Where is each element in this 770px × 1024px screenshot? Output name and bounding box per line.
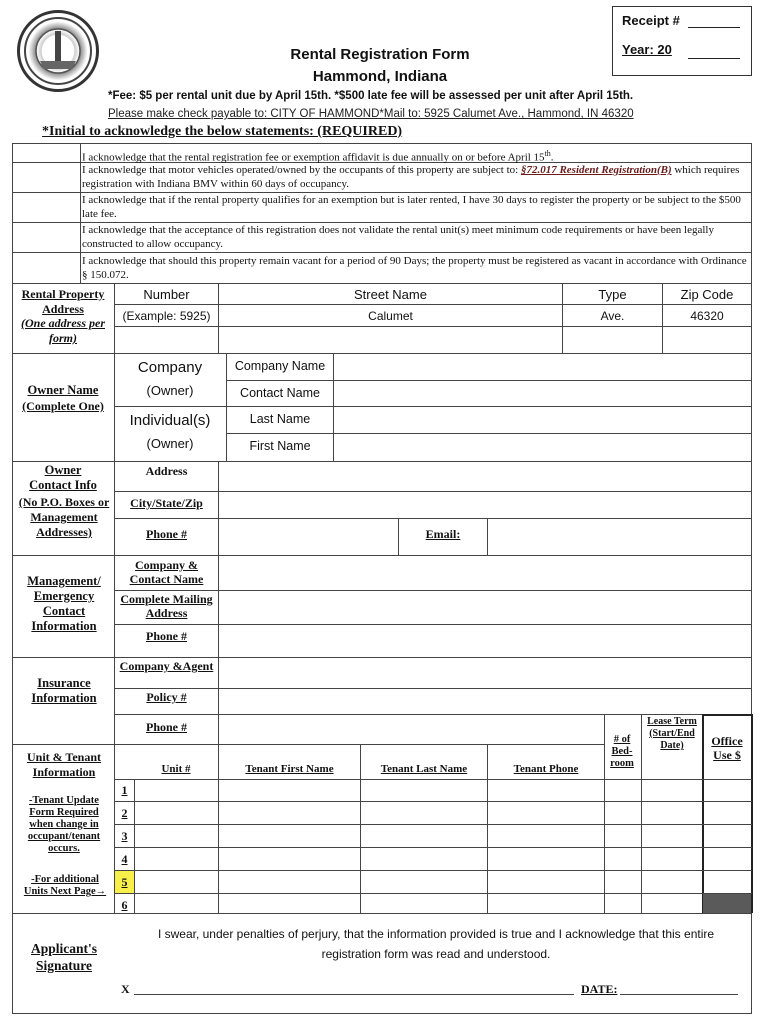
- ack-statement-5: I acknowledge that should this property remain vacant for a period of 90 Days; the property must be registered as vacant in accordance with Ordinance § 150.072.: [82, 255, 747, 281]
- address-label: Address: [145, 464, 188, 478]
- example-street: Calumet: [368, 309, 413, 323]
- property-note: (One address per form): [21, 316, 105, 345]
- grid-line: [702, 714, 704, 913]
- address-input[interactable]: [219, 462, 750, 490]
- street-header: Street Name: [354, 287, 427, 302]
- company-owner-label: (Owner): [146, 383, 194, 398]
- form-subtitle: Hammond, Indiana: [312, 68, 448, 85]
- grid-line: [12, 143, 752, 144]
- owner-contact-label: Owner Contact Info: [29, 463, 97, 492]
- insurance-company-input[interactable]: [219, 658, 750, 687]
- owner-sublabel: (Complete One): [22, 399, 104, 413]
- ack-statement-2: I acknowledge that motor vehicles operated/owned by the occupants of this property are subject to: §72.017 Resident Registration(B) which requires registration with Indiana BMV within 60 days of occupancy.: [82, 164, 740, 190]
- mail-line: Please make check payable to: CITY OF HAMMOND*Mail to: 5925 Calumet Ave., Hammond, IN 46320: [108, 108, 634, 120]
- email-label: Email:: [425, 527, 461, 541]
- unit-row-6[interactable]: [135, 894, 701, 912]
- mailing-address-input[interactable]: [219, 591, 750, 623]
- example-zip: 46320: [690, 309, 724, 323]
- city-state-zip-label: City/State/Zip: [130, 496, 203, 510]
- unit-row-number: 6: [121, 898, 128, 912]
- oath-text: I swear, under penalties of perjury, that the information provided is true and I acknowledge that this entire registration form was read and understood.: [157, 927, 715, 961]
- unit-row-3[interactable]: [135, 825, 701, 846]
- ack-statement-1: I acknowledge that the rental registration fee or exemption affidavit is due annually on or before April 15th.: [82, 149, 554, 164]
- tenant-last-header: Tenant Last Name: [380, 763, 468, 775]
- initial-box-3[interactable]: [13, 193, 79, 221]
- unit-row-4[interactable]: [135, 848, 701, 869]
- email-input[interactable]: [488, 519, 750, 554]
- insurance-phone-label: Phone #: [145, 720, 187, 734]
- policy-label: Policy #: [146, 690, 187, 704]
- unit-row-5[interactable]: [135, 871, 701, 892]
- number-header: Number: [143, 287, 190, 302]
- ack-statement-4: I acknowledge that the acceptance of this registration does not validate the rental unit(s) meet minimum code requirements or have been legally constructed to allow occupancy.: [82, 224, 714, 250]
- street-input[interactable]: [219, 327, 561, 352]
- receipt-label: Receipt #: [622, 13, 680, 28]
- receipt-input[interactable]: [688, 27, 740, 28]
- last-name-input[interactable]: [334, 407, 750, 432]
- unit-row-number: 2: [121, 806, 128, 820]
- individual-owner-label: (Owner): [146, 436, 194, 451]
- signature-x: X: [121, 982, 130, 996]
- unit-row-number: 4: [121, 852, 128, 866]
- contact-name-input[interactable]: [334, 381, 750, 405]
- last-name-label: Last Name: [249, 412, 311, 426]
- lease-term-header: Lease Term (Start/End Date): [647, 716, 697, 751]
- grid-line: [751, 714, 753, 913]
- type-header: Type: [598, 287, 627, 302]
- policy-input[interactable]: [219, 689, 750, 713]
- owner-label: Owner Name: [27, 383, 99, 397]
- unit-row-1[interactable]: [135, 780, 701, 800]
- grid-line: [12, 744, 604, 745]
- individual-label: Individual(s): [129, 412, 211, 429]
- form-title: Rental Registration Form: [290, 46, 470, 63]
- grid-line: [12, 283, 752, 284]
- example-number: (Example: 5925): [122, 309, 211, 323]
- units-label: Unit & Tenant Information: [26, 750, 102, 779]
- mailing-address-label: Complete Mailing Address: [120, 592, 213, 620]
- unit-row-2[interactable]: [135, 802, 701, 823]
- bedrooms-header: # of Bed-room: [610, 734, 634, 769]
- city-seal: [17, 10, 99, 92]
- management-company-input[interactable]: [219, 556, 750, 589]
- ack-statement-3: I acknowledge that if the rental property qualifies for an exemption but is later rented, I have 30 days to register the property or be subject to the $500 late fee.: [82, 194, 741, 220]
- unit-row-number: 5: [121, 875, 128, 889]
- date-input[interactable]: [620, 974, 738, 995]
- initial-box-4[interactable]: [13, 223, 79, 251]
- company-name-label: Company Name: [234, 359, 326, 373]
- insurance-company-label: Company &Agent: [119, 659, 214, 673]
- example-type: Ave.: [600, 309, 625, 323]
- units-note-additional: -For additional Units Next Page→: [23, 874, 107, 897]
- office-use-header: Office Use $: [711, 734, 743, 762]
- date-label: DATE:: [581, 982, 618, 996]
- city-state-zip-input[interactable]: [219, 492, 750, 517]
- management-company-label: Company & Contact Name: [129, 558, 204, 586]
- company-name-input[interactable]: [334, 354, 750, 379]
- owner-contact-note: (No P.O. Boxes or Management Addresses): [18, 495, 110, 539]
- initial-box-2[interactable]: [13, 163, 79, 191]
- grid-line: [12, 913, 752, 914]
- grid-line: [114, 304, 752, 305]
- type-input[interactable]: [563, 327, 661, 352]
- initial-box-5[interactable]: [13, 253, 79, 282]
- unit-row-number: 1: [121, 783, 128, 797]
- office-use-shaded: [703, 894, 751, 913]
- fee-line: *Fee: $5 per rental unit due by April 15th. *$500 late fee will be assessed per unit after April 15th.: [108, 90, 634, 102]
- company-label: Company: [137, 359, 203, 376]
- initial-instruction: *Initial to acknowledge the below statements: (REQUIRED): [42, 124, 403, 139]
- year-input[interactable]: [688, 58, 740, 59]
- units-note-update: -Tenant Update Form Required when change in occupant/tenant occurs.: [27, 795, 101, 854]
- insurance-phone-input[interactable]: [219, 715, 603, 743]
- tenant-phone-header: Tenant Phone: [513, 763, 579, 775]
- zip-header: Zip Code: [680, 287, 734, 302]
- zip-input[interactable]: [663, 327, 750, 352]
- grid-line: [12, 252, 752, 253]
- management-phone-label: Phone #: [145, 629, 187, 643]
- signature-input[interactable]: [134, 974, 574, 995]
- first-name-input[interactable]: [334, 434, 750, 460]
- contact-name-label: Contact Name: [240, 386, 320, 400]
- signature-label: Applicant's Signature: [30, 941, 98, 973]
- initial-box-1[interactable]: [13, 144, 79, 161]
- owner-phone-label: Phone #: [145, 527, 187, 541]
- year-label: Year: 20: [622, 42, 672, 57]
- grid-line: [12, 1013, 752, 1014]
- owner-phone-input[interactable]: [219, 519, 397, 554]
- property-label: Rental Property Address: [21, 287, 105, 316]
- first-name-label: First Name: [249, 439, 311, 453]
- unit-row-number: 3: [121, 829, 128, 843]
- number-input[interactable]: [115, 327, 217, 352]
- management-label: Management/ Emergency Contact Information: [27, 574, 101, 633]
- grid-line: [702, 714, 752, 716]
- unit-header: Unit #: [161, 763, 191, 775]
- management-phone-input[interactable]: [219, 625, 750, 656]
- grid-line: [80, 143, 81, 283]
- insurance-label: Insurance Information: [31, 676, 97, 705]
- tenant-first-header: Tenant First Name: [245, 763, 334, 775]
